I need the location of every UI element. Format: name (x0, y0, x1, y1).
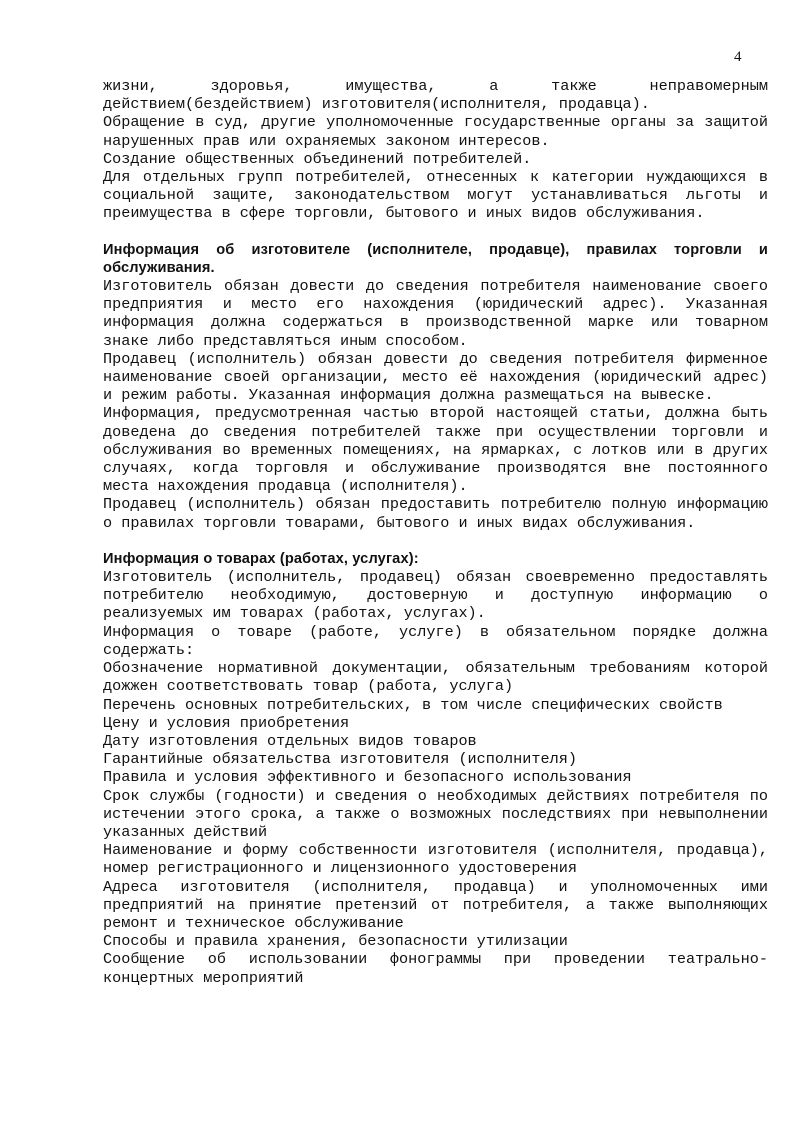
list-item: Способы и правила хранения, безопасности утилизации (103, 932, 568, 951)
section1-paragraph-1: Изготовитель обязан довести до сведения потребителя наименование своего предприятия и место его нахождения (юридический адрес). Указанная информация должна содержаться в производственной марке или товарном знаке либо представляться иным способом. (103, 277, 768, 350)
section-spacer (103, 223, 768, 241)
list-item: Срок службы (годности) и сведения о необходимых действиях потребителя по истечении этого срока, а также о возможных последствиях при невыполнении указанных действий (103, 786, 768, 841)
intro-paragraph-1: жизни, здоровья, имущества, а также неправомерным действием(бездействием) изготовителя(исполнителя, продавца). (103, 77, 768, 114)
list-item: Наименование и форму собственности изготовителя (исполнителя, продавца), номер регистрационного и лицензионного удостоверения (103, 841, 768, 878)
list-item: Адреса изготовителя (исполнителя, продавца) и уполномоченных ими предприятий на принятие претензий от потребителя, а также выполняющих ремонт и техническое обслуживание (103, 877, 768, 932)
intro-paragraph-3: Создание общественных объединений потребителей. (103, 149, 532, 168)
list-item: Обозначение нормативной документации, обязательным требованиям которой дожжен соответствовать товар (работа, услуга) (103, 659, 768, 696)
list-item: Перечень основных потребительских, в том числе специфических свойств (103, 695, 723, 714)
section-heading-goods-info: Информация о товарах (работах, услугах): (103, 550, 419, 567)
section-spacer (103, 532, 768, 550)
section-heading-manufacturer-info: Информация об изготовителе (исполнителе, продавце), правилах торговли и обслуживания. (103, 241, 768, 276)
intro-paragraph-2: Обращение в суд, другие уполномоченные государственные органы за защитой нарушенных прав или охраняемых законом интересов. (103, 113, 768, 150)
section1-paragraph-4: Продавец (исполнитель) обязан предоставить потребителю полную информацию о правилах торговли товарами, бытового и иных видах обслуживания. (103, 495, 768, 532)
section1-paragraph-2: Продавец (исполнитель) обязан довести до сведения потребителя фирменное наименование своей организации, место её нахождения (юридический адрес) и режим работы. Указанная информация должна размещаться на вывеске. (103, 349, 768, 405)
page-number: 4 (734, 49, 742, 65)
section2-paragraph-2: Информация о товаре (работе, услуге) в обязательном порядке должна содержать: (103, 622, 768, 659)
list-item: Правила и условия эффективного и безопасного использования (103, 768, 632, 787)
section1-paragraph-3: Информация, предусмотренная частью второй настоящей статьи, должна быть доведена до сведения потребителей также при осуществлении торговли и обслуживания во временных помещениях, на ярмарках, с лотков или в других случаях, когда торговля и обслуживание производятся вне постоянного места нахождения продавца (исполнителя). (103, 404, 768, 496)
list-item: Цену и условия приобретения (103, 713, 350, 732)
document-body (103, 77, 768, 987)
intro-paragraph-4: Для отдельных групп потребителей, отнесенных к категории нуждающихся в социальной защите, законодательством могут устанавливаться льготы и преимущества в сфере торговли, бытового и иных видов обслуживания. (103, 168, 768, 223)
list-item: Гарантийные обязательства изготовителя (исполнителя) (103, 750, 577, 769)
list-item: Дату изготовления отдельных видов товаров (103, 731, 477, 750)
list-item: Сообщение об использовании фонограммы при проведении театрально-концертных мероприятий (103, 950, 768, 987)
section2-paragraph-1: Изготовитель (исполнитель, продавец) обязан своевременно предоставлять потребителю необходимую, достоверную и доступную информацию о реализуемых им товарах (работах, услугах). (103, 568, 768, 623)
